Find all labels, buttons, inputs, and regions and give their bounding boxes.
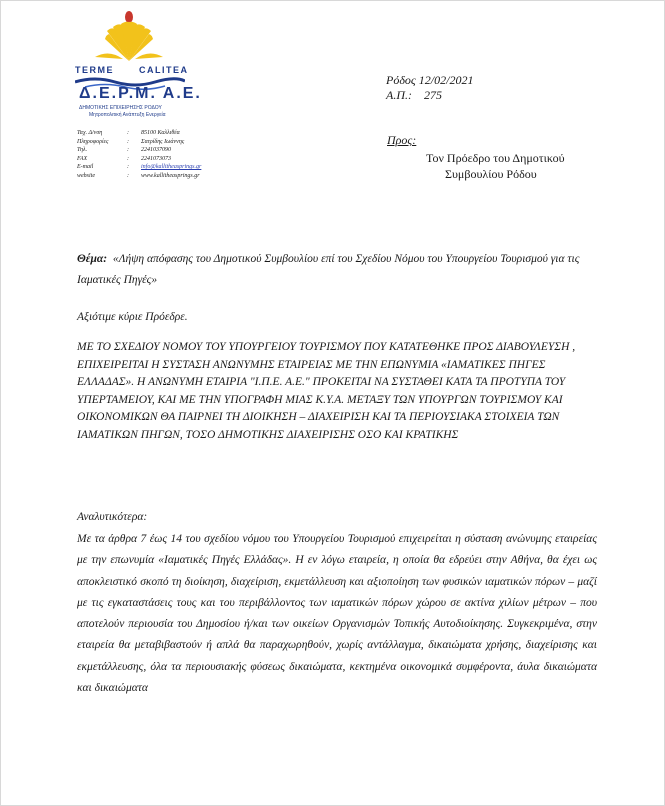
details-heading: Αναλυτικότερα: — [77, 511, 148, 523]
contact-key: Πληροφορίες — [77, 138, 109, 145]
contact-key: website — [77, 172, 95, 179]
website-text: www.kallitheasprings.gr — [141, 172, 200, 179]
reference-value: 275 — [424, 88, 442, 102]
contact-row: FAX : 2241073073 — [77, 155, 171, 162]
summary-paragraph: ΜΕ ΤΟ ΣΧΕΔΙΟΥ ΝΟΜΟΥ ΤΟΥ ΥΠΟΥΡΓΕΙΟΥ ΤΟΥΡΙΣΜΟΥ ΠΟΥ ΚΑΤΑΤΕΘΗΚΕ ΠΡΟΣ ΔΙΑΒΟΥΛΕΥΣΗ , ΕΠΙΧΕΙΡΕΙΤΑΙ Η ΣΥΣΤΑΣΗ ΑΝΩΝΥΜΗΣ ΕΤΑΙΡΕΙΑΣ ΜΕ ΤΗΝ ΕΠΩΝΥΜΙΑ «ΙΑΜΑΤΙΚΕΣ ΠΗΓΕΣ ΕΛΛΑΔΑΣ». Η ΑΝΩΝΥΜΗ ΕΤΑΙΡΙΑ "Ι.Π.Ε. Α.Ε." ΠΡΟΚΕΙΤΑΙ ΝΑ ΣΥΣΤΑΘΕΙ ΚΑΤΑ ΤΑ ΠΡΟΤΥΠΑ ΤΟΥ ΥΠΕΡΤΑΜΕΙΟΥ, ΚΑΙ ΜΕ ΤΗΝ ΥΠΟΓΡΑΦΗ ΜΙΑΣ Κ.Υ.Α. ΜΕΤΑΞΥ ΤΩΝ ΥΠΟΥΡΓΩΝ ΤΟΥΡΙΣΜΟΥ ΚΑΙ ΟΙΚΟΝΟΜΙΚΩΝ ΘΑ ΠΑΙΡΝΕΙ ΤΗ ΔΙΟΙΚΗΣΗ – ΔΙΑΧΕΙΡΙΣΗ ΚΑΙ ΤΑ ΠΕΡΙΟΥΣΙΑΚΑ ΣΤΟΙΧΕΙΑ ΤΩΝ ΙΑΜΑΤΙΚΩΝ ΠΗΓΩΝ, ΤΟΣΟ ΔΗΜΟΤΙΚΗΣ ΔΙΑΧΕΙΡΙΣΗΣ ΟΣΟ ΚΑΙ ΚΡΑΤΙΚΗΣ — [77, 341, 576, 441]
body-paragraph: Με τα άρθρα 7 έως 14 του σχεδίου νόμου του Υπουργείου Τουρισμού επιχειρείται η σύσταση ανώνυμης εταιρείας με την επωνυμία «Ιαματικές Πηγές Ελλάδας». Η εν λόγω εταιρεία, η οποία θα εδρεύει στην Αθήνα, θα έχει ως αποκλειστικό σκοπό τη διοίκηση, διαχείριση, εκμετάλλευση και αξιοποίηση των φυσικών ιαματικών πόρων – μαζί με τις εγκαταστάσεις τους και του περιβάλλοντος των ιαματικών πόρων χώρου σε ακτίνα χιλίων μέτρων – που αποτελούν περιουσία του Δημοσίου ή/και των οικείων Οργανισμών Τοπικής Αυτοδιοίκησης. Συγκεκριμένα, στην εταιρεία θα μεταβιβαστούν ή απλά θα παραχωρηθούν, χωρίς αντάλλαγμα, δικαιώματα χρήσης, διαχείρισης και εκμετάλλευσης, όλα τα περιουσιακής φύσεως δικαιώματα, κεκτημένα οικονομικά συμφέροντα, άυλα δικαιώματα και δικαιώματα — [77, 533, 597, 695]
organization-tagline: Μητροπολιτική Ανάπτυξη Ενεργεία — [89, 112, 166, 118]
contact-key: FAX — [77, 155, 88, 162]
contact-key: Τηλ. — [77, 147, 88, 153]
recipient-line-1: Τον Πρόεδρο του Δημοτικού — [426, 151, 565, 165]
contact-key: Ταχ. Δ/νση — [77, 130, 103, 136]
recipient-label: Προς: — [387, 133, 417, 147]
company-logo — [69, 9, 189, 129]
contact-row: website : www.kallitheasprings.gr — [77, 172, 200, 179]
place-date: Ρόδος 12/02/2021 — [386, 73, 474, 87]
salutation: Αξιότιμε κύριε Πρόεδρε. — [77, 311, 188, 323]
logo-word-calitea: CALITEA — [139, 65, 189, 75]
date-reference-block — [386, 73, 473, 103]
shell-sun-icon — [69, 9, 189, 69]
contact-key: E-mail — [77, 164, 94, 170]
subject-text: «Λήψη απόφασης του Δημοτικού Συμβουλίου επί του Σχεδίου Νόμου του Υπουργείου Τουρισμού για τις Ιαματικές Πηγές» — [77, 253, 580, 286]
reference-number — [386, 88, 473, 103]
contact-value: 2241037090 — [141, 147, 171, 153]
email-link[interactable]: info@kallitheasprings.gr — [141, 164, 202, 170]
logo-word-terme: TERME — [75, 65, 114, 75]
subject-line — [77, 249, 587, 291]
contact-value: 85100 Καλλιθέα — [141, 130, 180, 136]
contact-value: Σατρίδης Ιωάννης — [141, 138, 185, 145]
organization-name: Δ.Ε.Ρ.Μ. Α.Ε. — [79, 85, 202, 102]
contact-row: Τηλ. : 2241037090 — [77, 147, 171, 153]
recipient-line-2: Συμβουλίου Ρόδου — [445, 167, 537, 181]
contact-value: 2241073073 — [141, 155, 171, 162]
reference-label: Α.Π.: — [386, 88, 412, 102]
contact-details — [77, 129, 201, 180]
organization-subtitle: ΔΗΜΟΤΙΚΗΣ ΕΠΙΧΕΙΡΗΣΗΣ ΡΟΔΟΥ — [79, 105, 162, 111]
subject-label: Θέμα: — [77, 253, 108, 265]
contact-row: E-mail : info@kallitheasprings.gr — [77, 164, 202, 170]
contact-row: Ταχ. Δ/νση : 85100 Καλλιθέα — [77, 130, 180, 136]
contact-row: Πληροφορίες : Σατρίδης Ιωάννης — [77, 138, 185, 145]
